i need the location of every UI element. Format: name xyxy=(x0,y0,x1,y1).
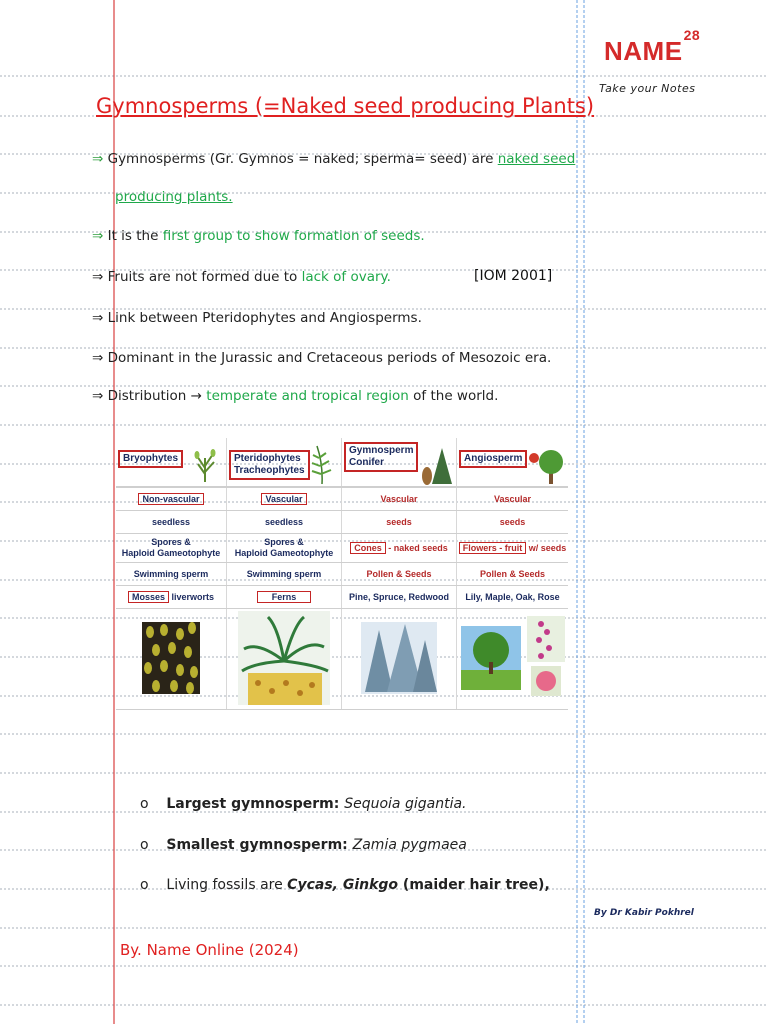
cell-text: Flowers - fruit xyxy=(459,542,527,554)
table-cell: seedless xyxy=(227,511,342,534)
table-cell xyxy=(227,609,342,710)
table-row xyxy=(116,586,568,609)
table-image-row xyxy=(116,609,568,710)
table-cell: Pollen & Seeds xyxy=(342,563,457,586)
implies-arrow-icon: ⇒ xyxy=(92,228,104,244)
brand-name: NAME xyxy=(604,36,683,66)
author-signature: By Dr Kabir Pokhrel xyxy=(594,908,694,918)
fact-tail: (maider hair tree), xyxy=(398,877,550,893)
bullet-highlight: lack of ovary. xyxy=(301,269,391,285)
fact-value: Sequoia gigantia. xyxy=(344,796,467,812)
cell-text: Vascular xyxy=(261,493,306,505)
fact-living-fossils xyxy=(140,877,550,893)
header-bryophytes: Bryophytes xyxy=(118,450,183,468)
table-header-row xyxy=(116,438,568,487)
fact-label: Largest gymnosperm: xyxy=(166,796,345,812)
bullet-text: Fruits are not formed due to xyxy=(107,269,302,285)
header-line: Gymnosperm xyxy=(349,445,414,456)
fact-value: Zamia pygmaea xyxy=(352,837,467,853)
cell-text: Haploid Gameotophyte xyxy=(234,548,334,558)
table-cell xyxy=(342,609,457,710)
implies-arrow-icon: ⇒ xyxy=(92,310,104,326)
implies-arrow-icon: ⇒ xyxy=(92,388,104,404)
brand-tagline: Take your Notes xyxy=(599,82,696,95)
cell-text: w/ seeds xyxy=(526,543,567,553)
table-cell xyxy=(227,534,342,563)
cell-text: Ferns xyxy=(257,591,312,603)
cell-text: Vascular xyxy=(380,494,418,504)
spruce-trees-photo xyxy=(361,622,437,694)
list-marker: o xyxy=(140,877,149,893)
flowering-tree-icon xyxy=(528,446,564,484)
table-cell: seedless xyxy=(116,511,227,534)
header-line: Conifer xyxy=(349,457,384,468)
angiosperm-photos xyxy=(461,616,565,700)
right-arrow-icon: → xyxy=(190,388,202,404)
table-row xyxy=(116,563,568,586)
table-row xyxy=(116,511,568,534)
header-pteridophytes xyxy=(229,450,310,480)
cell-text: Mosses xyxy=(128,591,169,603)
bullet-5 xyxy=(92,350,551,366)
conifer-cone-icon xyxy=(418,446,452,486)
bullet-6 xyxy=(92,388,498,404)
header-angiosperm: Angiosperm xyxy=(459,450,527,468)
table-cell xyxy=(342,487,457,511)
table-cell: Pollen & Seeds xyxy=(457,563,569,586)
bullet-1 xyxy=(92,151,575,167)
table-header-cell xyxy=(457,438,569,487)
table-cell xyxy=(227,586,342,609)
plant-comparison-table xyxy=(116,438,568,710)
bullet-highlight: first group to show formation of seeds. xyxy=(162,228,425,244)
table-cell xyxy=(116,487,227,511)
table-cell: Swimming sperm xyxy=(227,563,342,586)
table-cell xyxy=(116,534,227,563)
cell-text: Non-vascular xyxy=(138,493,203,505)
table-cell xyxy=(227,487,342,511)
header-line: Tracheophytes xyxy=(234,465,305,476)
fact-value: Cycas, Ginkgo xyxy=(287,877,399,893)
page-title: Gymnosperms (=Naked seed producing Plants) xyxy=(96,94,595,118)
table-cell xyxy=(457,534,569,563)
table-cell xyxy=(116,586,227,609)
fact-label: Living fossils are xyxy=(166,877,288,893)
bullet-text: Link between Pteridophytes and Angiosperms. xyxy=(107,310,422,326)
list-marker: o xyxy=(140,796,149,812)
bullet-text: Distribution xyxy=(107,388,191,404)
table-cell: seeds xyxy=(457,511,569,534)
implies-arrow-icon: ⇒ xyxy=(92,269,104,285)
brand-logo xyxy=(604,27,701,67)
table-cell xyxy=(457,609,569,710)
table-cell: Lily, Maple, Oak, Rose xyxy=(457,586,569,609)
bullet-3 xyxy=(92,269,391,285)
table-header-cell xyxy=(227,438,342,487)
fact-smallest xyxy=(140,837,467,853)
table-row xyxy=(116,534,568,563)
bullet-highlight-continuation: producing plants. xyxy=(115,189,233,205)
cell-text: liverworts xyxy=(169,592,215,602)
fern-icon xyxy=(309,444,335,484)
header-line: Pteridophytes xyxy=(234,453,301,464)
table-cell: Pine, Spruce, Redwood xyxy=(342,586,457,609)
cell-text: Vascular xyxy=(493,494,532,504)
cell-text: Spores & xyxy=(151,537,191,547)
moss-photo xyxy=(142,622,200,694)
table-cell xyxy=(342,534,457,563)
implies-arrow-icon: ⇒ xyxy=(92,151,104,167)
fact-label: Smallest gymnosperm: xyxy=(166,837,353,853)
bullet-text: Gymnosperms (Gr. Gymnos = naked; sperma= seed) are xyxy=(107,151,498,167)
exam-reference: [IOM 2001] xyxy=(474,268,553,284)
table-cell xyxy=(116,609,227,710)
cell-text: - naked seeds xyxy=(385,543,448,553)
cell-text: Spores & xyxy=(264,537,304,547)
bullet-text: Dominant in the Jurassic and Cretaceous periods of Mesozoic era. xyxy=(107,350,552,366)
cell-text: Cones xyxy=(350,542,386,554)
moss-plant-icon xyxy=(192,448,218,482)
bullet-2 xyxy=(92,228,425,244)
table-header-cell xyxy=(342,438,457,487)
table-header-cell xyxy=(116,438,227,487)
footer-credit: By. Name Online (2024) xyxy=(120,941,299,959)
cell-text: Haploid Gameotophyte xyxy=(121,548,221,558)
fact-largest xyxy=(140,796,467,812)
bullet-1-continuation xyxy=(115,189,233,205)
table-cell: seeds xyxy=(342,511,457,534)
table-row xyxy=(116,487,568,511)
fern-photo xyxy=(238,611,330,705)
list-marker: o xyxy=(140,837,149,853)
brand-superscript: 28 xyxy=(683,27,701,44)
header-gymnosperm xyxy=(344,442,418,472)
table-cell: Swimming sperm xyxy=(116,563,227,586)
table-cell xyxy=(457,487,569,511)
implies-arrow-icon: ⇒ xyxy=(92,350,104,366)
bullet-highlight: naked seed xyxy=(497,151,576,167)
bullet-text-tail: of the world. xyxy=(408,388,499,404)
bullet-4 xyxy=(92,310,422,326)
bullet-text: It is the xyxy=(107,228,163,244)
bullet-highlight: temperate and tropical region xyxy=(201,388,409,404)
